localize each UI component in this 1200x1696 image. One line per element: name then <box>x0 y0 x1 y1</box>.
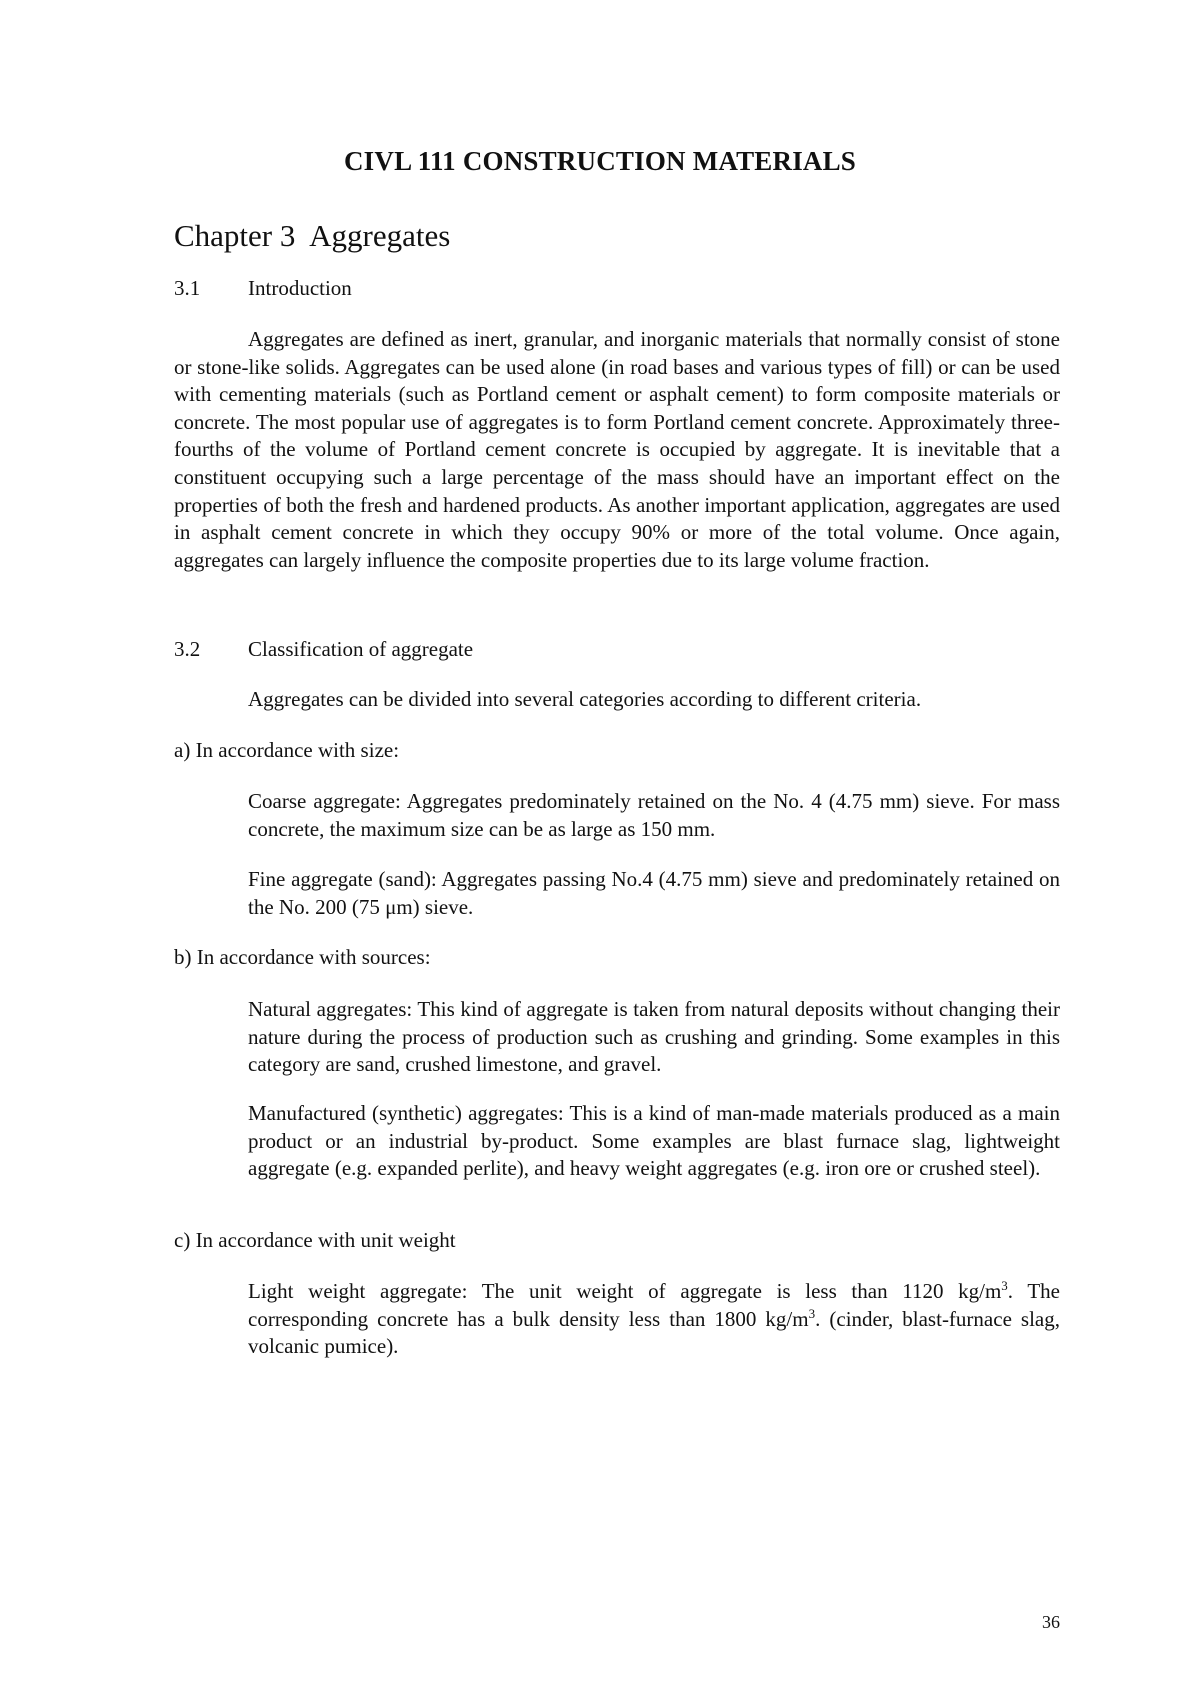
introduction-paragraph: Aggregates are defined as inert, granular, and inorganic materials that normally consist of stone or stone-like solids. Aggregates can be used alone (in road bases and various types of fill) or can be used with cementing materials (such as Portland cement or asphalt cement) to form composite materials or concrete. The most popular use of aggregates is to form Portland cement concrete. Approximately three-fourths of the volume of Portland cement concrete is occupied by aggregate. It is inevitable that a constituent occupying such a large percentage of the mass should have an important effect on the properties of both the fresh and hardened products. As another important application, aggregates are used in asphalt cement concrete in which they occupy 90% or more of the total volume. Once again, aggregates can largely influence the composite properties due to its large volume fraction. <box>174 327 1060 572</box>
natural-aggregates-definition: Natural aggregates: This kind of aggregate is taken from natural deposits without changing their nature during the process of production such as crushing and grinding. Some examples in this category are sand, crushed limestone, and gravel. <box>248 997 1060 1077</box>
section-title: Classification of aggregate <box>248 637 474 661</box>
cubic-exponent: 3 <box>1001 1278 1008 1293</box>
manufactured-aggregates-definition: Manufactured (synthetic) aggregates: This is a kind of man-made materials produced as a main product or an industrial by-product. Some examples are blast furnace slag, lightweight aggregate (e.g. expanded perlite), and heavy weight aggregates (e.g. iron ore or crushed steel). <box>248 1101 1060 1181</box>
section-heading-introduction <box>174 276 352 301</box>
section-number: 3.2 <box>174 637 201 661</box>
classification-unit-weight-label: c) In accordance with unit weight <box>174 1228 456 1252</box>
course-title: CIVL 111 CONSTRUCTION MATERIALS <box>343 146 857 176</box>
page-number: 36 <box>1042 1612 1060 1632</box>
cubic-exponent: 3 <box>808 1305 816 1321</box>
classification-size-label: a) In accordance with size: <box>174 738 400 762</box>
light-weight-text-3: . (cinder, blast-furnace slag, volcanic pumice). <box>248 1306 1060 1359</box>
light-weight-text-2: . The corresponding concrete has a bulk density less than 1800 kg/m <box>248 1279 1060 1331</box>
classification-sources-label: b) In accordance with sources: <box>174 945 431 969</box>
light-weight-text-1: Light weight aggregate: The unit weight of aggregate is less than 1120 kg/m <box>248 1279 1002 1303</box>
section-heading-classification <box>174 637 473 662</box>
section-number: 3.1 <box>174 276 201 300</box>
light-weight-aggregate-definition <box>248 1278 1060 1361</box>
section-title: Introduction <box>248 276 352 300</box>
chapter-title: Chapter 3 Aggregates <box>174 218 451 253</box>
fine-aggregate-definition: Fine aggregate (sand): Aggregates passing No.4 (4.75 mm) sieve and predominately retained on the No. 200 (75 μm) sieve. <box>248 867 1060 919</box>
classification-paragraph: Aggregates can be divided into several categories according to different criteria. <box>248 687 922 711</box>
coarse-aggregate-definition: Coarse aggregate: Aggregates predominately retained on the No. 4 (4.75 mm) sieve. For mass concrete, the maximum size can be as large as 150 mm. <box>248 789 1060 841</box>
